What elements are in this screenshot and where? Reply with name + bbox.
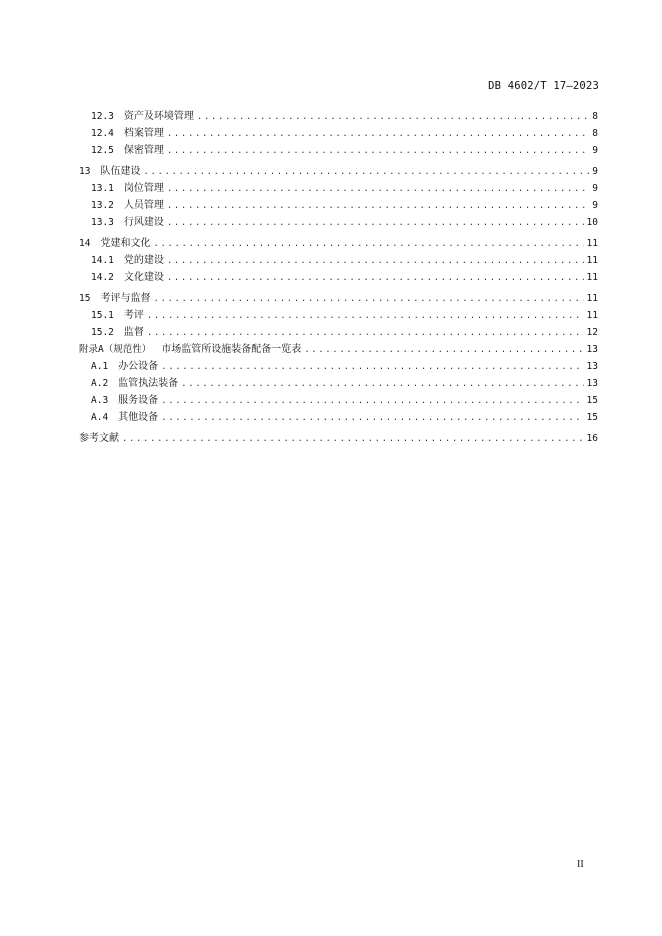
toc-entry-number: A.3 <box>91 395 109 406</box>
toc-entry-14-1[interactable] <box>79 252 598 269</box>
page-folio: II <box>577 859 584 870</box>
toc-entry-number: 15.1 <box>91 310 114 321</box>
toc-entry-title: 参考文献 <box>79 433 119 444</box>
toc-entry-page: 9 <box>592 183 598 194</box>
toc-entry-title: 办公设备 <box>118 361 159 372</box>
toc-entry-page: 9 <box>592 200 598 211</box>
dot-leader <box>153 236 583 253</box>
toc-entry-number: 14 <box>79 238 91 249</box>
toc-entry-number: 14.2 <box>91 272 114 283</box>
toc-entry-title: 行风建设 <box>123 217 164 228</box>
toc-entry-title: 考评与监督 <box>100 293 151 304</box>
toc-entry-13-1[interactable] <box>79 180 598 197</box>
dot-leader <box>167 198 589 215</box>
toc-entry-number: 14.1 <box>91 255 114 266</box>
toc-entry-page: 16 <box>586 433 598 444</box>
toc-entry-number: 13.3 <box>91 217 114 228</box>
toc-entry-number: 13.2 <box>91 200 114 211</box>
toc-entry-number: 15.2 <box>91 327 114 338</box>
toc-entry-page: 9 <box>592 166 598 177</box>
toc-entry-page: 11 <box>586 310 598 321</box>
toc-entry-14[interactable] <box>79 235 598 252</box>
toc-entry-title: 市场监管所设施装备配备一览表 <box>161 344 302 355</box>
dot-leader <box>304 342 583 359</box>
dot-leader <box>153 291 583 308</box>
dot-leader <box>161 393 583 410</box>
dot-leader <box>197 109 589 126</box>
toc-entry-title: 其他设备 <box>118 412 159 423</box>
toc-entry-number: 附录A（规范性） <box>79 344 152 355</box>
toc-entry-page: 15 <box>586 412 598 423</box>
toc-entry-a-1[interactable] <box>79 358 598 375</box>
toc-entry-title: 党建和文化 <box>100 238 151 249</box>
toc-entry-12-3[interactable] <box>79 108 598 125</box>
toc-entry-title: 档案管理 <box>123 128 164 139</box>
dot-leader <box>167 181 589 198</box>
dot-leader <box>147 308 584 325</box>
toc-entry-13-2[interactable] <box>79 197 598 214</box>
toc-entry-12-4[interactable] <box>79 125 598 142</box>
dot-leader <box>167 270 584 287</box>
document-number: DB 4602/T 17—2023 <box>488 80 599 92</box>
toc-entry-title: 监督 <box>123 327 144 338</box>
toc-entry-title: 队伍建设 <box>100 166 141 177</box>
toc-entry-page: 15 <box>586 395 598 406</box>
toc-entry-title: 监管执法装备 <box>118 378 179 389</box>
toc-entry-a-4[interactable] <box>79 409 598 426</box>
toc-entry-15-1[interactable] <box>79 307 598 324</box>
toc-entry-title: 保密管理 <box>123 145 164 156</box>
toc-entry-a-2[interactable] <box>79 375 598 392</box>
table-of-contents <box>79 108 598 447</box>
toc-entry-number: A.2 <box>91 378 109 389</box>
toc-entry-page: 9 <box>592 145 598 156</box>
toc-entry-title: 岗位管理 <box>123 183 164 194</box>
toc-entry-page: 13 <box>586 344 598 355</box>
toc-entry-appendix-a[interactable] <box>79 341 598 358</box>
toc-entry-number: 12.3 <box>91 111 114 122</box>
toc-entry-14-2[interactable] <box>79 269 598 286</box>
dot-leader <box>167 143 589 160</box>
toc-entry-title: 服务设备 <box>118 395 159 406</box>
toc-entry-15-2[interactable] <box>79 324 598 341</box>
toc-entry-number: A.4 <box>91 412 109 423</box>
toc-entry-number: 12.4 <box>91 128 114 139</box>
toc-entry-page: 8 <box>592 128 598 139</box>
toc-entry-12-5[interactable] <box>79 142 598 159</box>
toc-entry-page: 12 <box>586 327 598 338</box>
dot-leader <box>143 164 589 181</box>
toc-entry-a-3[interactable] <box>79 392 598 409</box>
toc-entry-13[interactable] <box>79 163 598 180</box>
toc-entry-15[interactable] <box>79 290 598 307</box>
toc-entry-page: 11 <box>586 255 598 266</box>
toc-entry-title: 党的建设 <box>123 255 164 266</box>
toc-entry-page: 8 <box>592 111 598 122</box>
toc-entry-number: 12.5 <box>91 145 114 156</box>
toc-entry-page: 13 <box>586 378 598 389</box>
toc-entry-page: 11 <box>586 238 598 249</box>
toc-entry-title: 考评 <box>123 310 144 321</box>
toc-entry-title: 资产及环境管理 <box>123 111 194 122</box>
dot-leader <box>122 431 584 448</box>
toc-entry-page: 13 <box>586 361 598 372</box>
toc-entry-title: 文化建设 <box>123 272 164 283</box>
dot-leader <box>167 126 589 143</box>
toc-entry-page: 11 <box>586 272 598 283</box>
dot-leader <box>167 215 584 232</box>
toc-entry-page: 11 <box>586 293 598 304</box>
toc-entry-number: 13.1 <box>91 183 114 194</box>
toc-entry-title: 人员管理 <box>123 200 164 211</box>
toc-entry-number: A.1 <box>91 361 109 372</box>
toc-entry-13-3[interactable] <box>79 214 598 231</box>
dot-leader <box>161 410 583 427</box>
dot-leader <box>147 325 584 342</box>
dot-leader <box>167 253 584 270</box>
toc-entry-page: 10 <box>586 217 598 228</box>
dot-leader <box>181 376 583 393</box>
dot-leader <box>161 359 583 376</box>
toc-entry-references[interactable] <box>79 430 598 447</box>
toc-entry-number: 15 <box>79 293 91 304</box>
toc-entry-number: 13 <box>79 166 91 177</box>
